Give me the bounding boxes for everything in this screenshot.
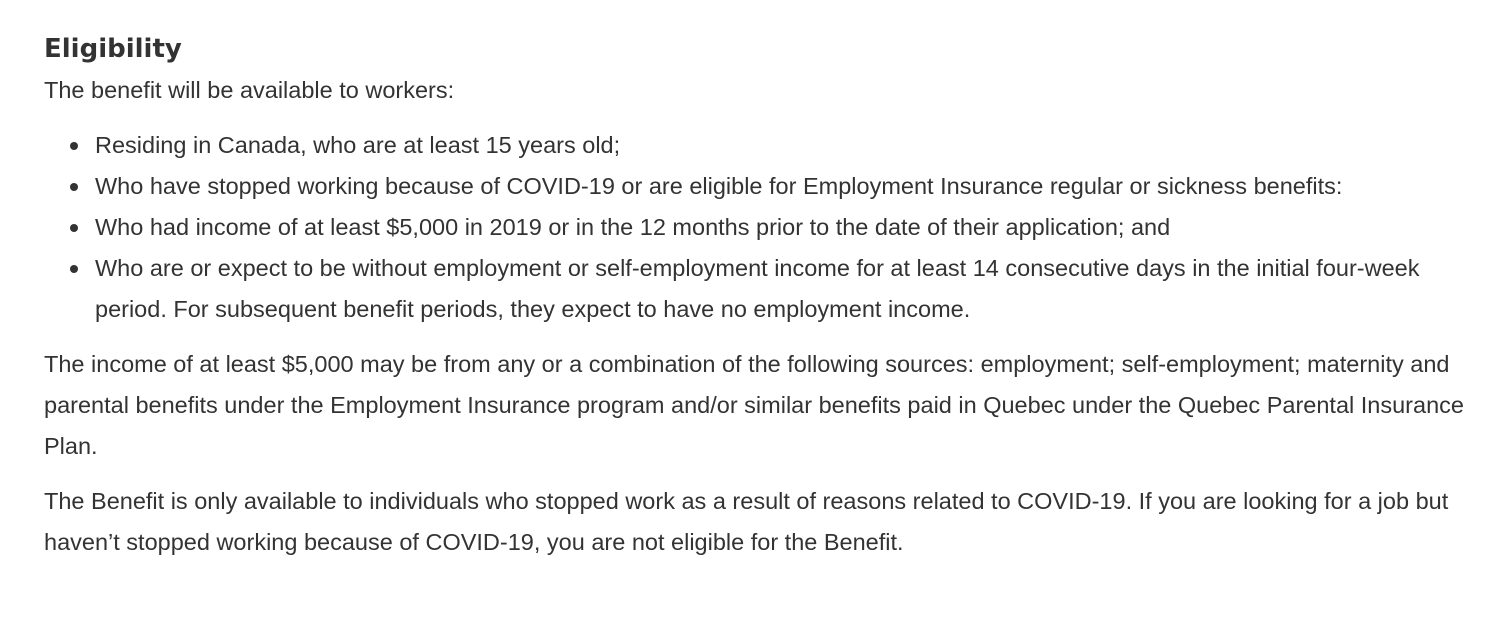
covid-restriction-paragraph: The Benefit is only available to individuals who stopped work as a result of reasons related to COVID-19. If you are looking for a job but haven’t stopped working because of COVID-19, you are not eligible for the Benefit. (44, 488, 1449, 555)
income-sources-paragraph: The income of at least $5,000 may be from any or a combination of the following sources: employment; self-employment; maternity and parental benefits under the Employment Insurance program and/or similar benefits paid in Quebec under the Quebec Parental Insurance Plan. (44, 351, 1464, 459)
intro-text: The benefit will be available to workers: (44, 77, 455, 103)
list-item-text: Who are or expect to be without employment or self-employment income for at least 14 consecutive days in the initial four-week period. For subsequent benefit periods, they expect to have no employment income. (95, 255, 1420, 322)
list-item (95, 166, 1471, 207)
bullet-icon (70, 224, 78, 232)
section-heading: Eligibility (44, 34, 182, 64)
bullet-icon (70, 183, 78, 191)
list-item-text: Residing in Canada, who are at least 15 years old; (95, 132, 621, 158)
list-item (95, 248, 1471, 330)
list-item (95, 207, 1471, 248)
bullet-icon (70, 142, 78, 150)
list-item-text: Who have stopped working because of COVID-19 or are eligible for Employment Insurance regular or sickness benefits: (95, 173, 1343, 199)
eligibility-list (44, 125, 1471, 330)
list-item (95, 125, 1471, 166)
bullet-icon (70, 265, 78, 273)
list-item-text: Who had income of at least $5,000 in 2019 or in the 12 months prior to the date of their application; and (95, 214, 1171, 240)
